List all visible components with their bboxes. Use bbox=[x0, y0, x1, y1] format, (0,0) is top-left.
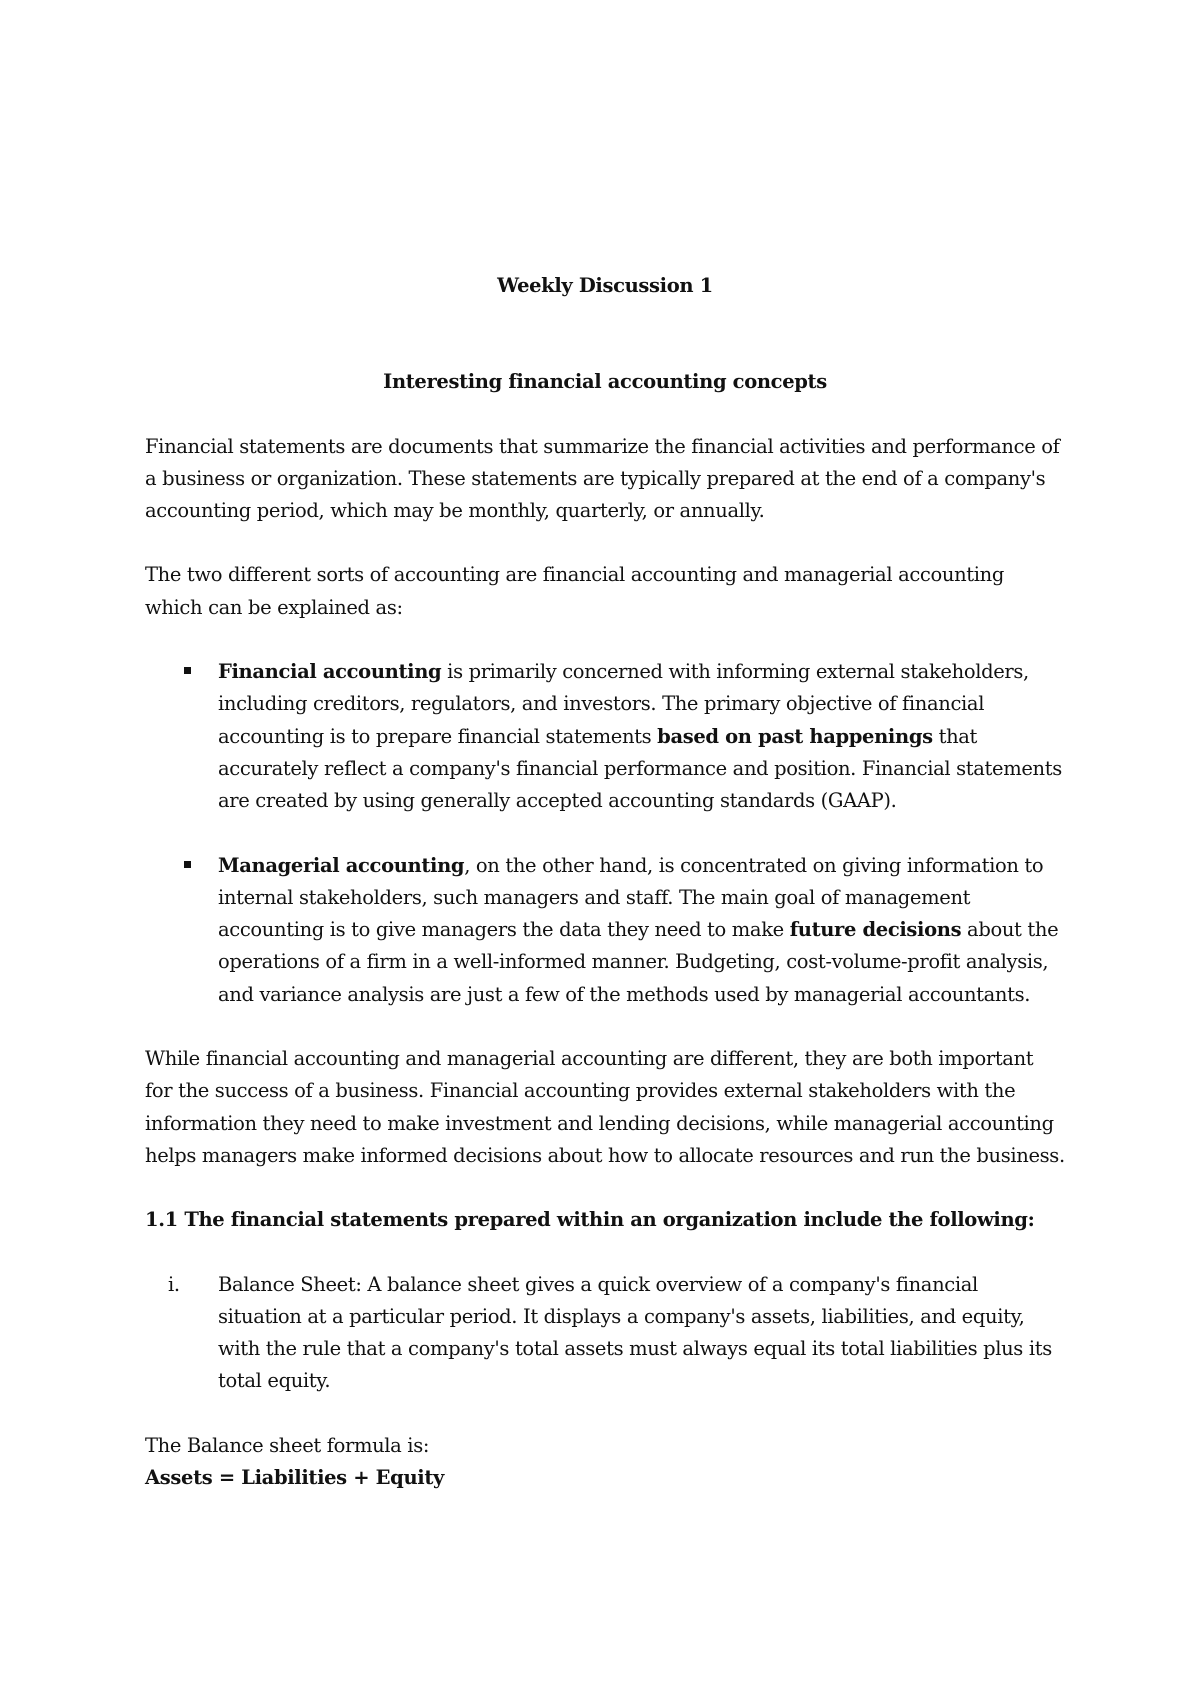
emphasis-future-decisions: future decisions bbox=[789, 918, 962, 942]
accounting-types-list bbox=[145, 656, 1065, 1011]
document-body bbox=[145, 270, 1065, 1494]
term-managerial-accounting: Managerial accounting bbox=[218, 853, 465, 877]
comparison-paragraph: While financial accounting and managerial accounting are different, they are both important for the success of a business. Financial accounting provides external stakeholders with the information they need to make investment and lending decisions, while managerial accounting helps managers make informed decisions about how to allocate resources and run the business. bbox=[145, 1047, 1065, 1167]
list-numeral: i. bbox=[168, 1272, 180, 1296]
managerial-accounting-text-2: about the operations of a firm in a well-informed manner. Budgeting, cost-volume-profit analysis, and variance analysis are just a few of the methods used by managerial accountants. bbox=[218, 918, 1059, 1006]
accounting-types-paragraph: The two different sorts of accounting are financial accounting and managerial accounting which can be explained as: bbox=[145, 563, 1005, 619]
square-bullet-icon bbox=[184, 861, 191, 868]
emphasis-past-happenings: based on past happenings bbox=[657, 724, 933, 748]
list-item-managerial-accounting bbox=[145, 850, 1065, 1011]
financial-accounting-text-1: is primarily concerned with informing external stakeholders, including creditors, regulators, and investors. The primary objective of financial accounting is to prepare financial statements bbox=[218, 660, 1029, 748]
section-heading: 1.1 The financial statements prepared within an organization include the following: bbox=[145, 1208, 1035, 1232]
statements-list bbox=[145, 1269, 1065, 1398]
balance-sheet-formula: Assets = Liabilities + Equity bbox=[145, 1466, 444, 1490]
page-subtitle: Interesting financial accounting concepts bbox=[383, 370, 827, 394]
balance-sheet-text: Balance Sheet: A balance sheet gives a quick overview of a company's financial situation at a particular period. It displays a company's assets, liabilities, and equity, with the rule that a company's total assets must always equal its total liabilities plus its total equity. bbox=[218, 1272, 1052, 1393]
square-bullet-icon bbox=[184, 667, 191, 674]
formula-intro: The Balance sheet formula is: bbox=[145, 1433, 430, 1457]
financial-accounting-text-2: that accurately reflect a company's financial performance and position. Financial statements are created by using generally accepted accounting standards (GAAP). bbox=[218, 724, 1062, 813]
list-item-balance-sheet bbox=[145, 1269, 1065, 1398]
intro-paragraph: Financial statements are documents that summarize the financial activities and performance of a business or organization. These statements are typically prepared at the end of a company's accounting period, which may be monthly, quarterly, or annually. bbox=[145, 434, 1060, 523]
page-title: Weekly Discussion 1 bbox=[497, 274, 713, 297]
managerial-accounting-text-1: , on the other hand, is concentrated on giving information to internal stakeholders, such managers and staff. The main goal of management accounting is to give managers the data they need to make bbox=[218, 853, 1044, 942]
term-financial-accounting: Financial accounting bbox=[218, 660, 442, 684]
list-item-financial-accounting bbox=[145, 656, 1065, 817]
